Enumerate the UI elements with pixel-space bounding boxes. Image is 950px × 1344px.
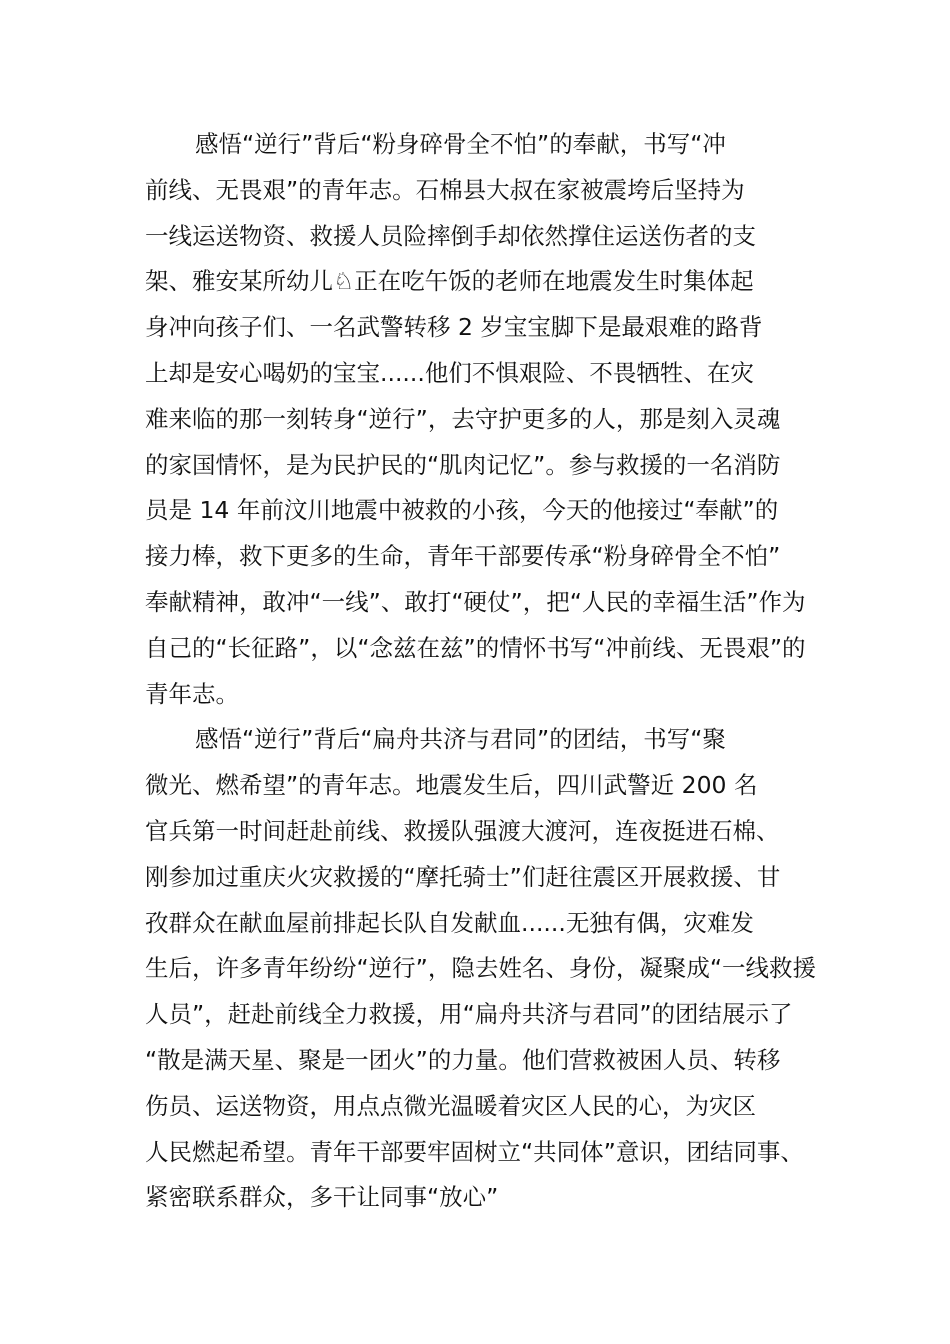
paragraph-1-line: 难来临的那一刻转身“逆行”，去守护更多的人，那是刻入灵魂 (145, 404, 781, 433)
paragraph-1-line: 前线、无畏艰”的青年志。石棉县大叔在家被震垮后坚持为 (145, 175, 745, 204)
paragraph-1-line: 自己的“长征路”，以“念兹在兹”的情怀书写“冲前线、无畏艰”的 (145, 633, 806, 662)
paragraph-2-line: 感悟“逆行”背后“扁舟共济与君同”的团结，书写“聚 (195, 725, 726, 754)
paragraph-1-line: 身冲向孩子们、一名武警转移 2 岁宝宝脚下是最艰难的路背 (145, 313, 763, 342)
paragraph-2-line: 生后，许多青年纷纷“逆行”，隐去姓名、身份，凝聚成“一线救援 (145, 954, 817, 983)
paragraph-1 (145, 122, 845, 717)
paragraph-2-line: 官兵第一时间赶赴前线、救援队强渡大渡河，连夜挺进石棉、 (145, 816, 780, 845)
paragraph-1-line: 一线运送物资、救援人员险摔倒手却依然撑住运送伤者的支 (145, 221, 756, 250)
paragraph-1-line: 员是 14 年前汶川地震中被救的小孩，今天的他接过“奉献”的 (145, 496, 779, 525)
paragraph-2-line: 孜群众在献血屋前排起长队自发献血......无独有偶，灾难发 (145, 908, 754, 937)
paragraph-2-line: 人民燃起希望。青年干部要牢固树立“共同体”意识，团结同事、 (145, 1137, 804, 1166)
paragraph-1-line: 感悟“逆行”背后“粉身碎骨全不怕”的奉献，书写“冲 (195, 130, 726, 158)
paragraph-2-line: 紧密联系群众，多干让同事“放心” (145, 1183, 499, 1212)
paragraph-1-line: 青年志。 (145, 679, 239, 708)
paragraph-2-line: 伤员、运送物资，用点点微光温暖着灾区人民的心，为灾区 (145, 1091, 756, 1120)
paragraph-1-line: 架、雅安某所幼儿♘正在吃午饭的老师在地震发生时集体起 (145, 267, 754, 296)
paragraph-2 (145, 717, 845, 1221)
paragraph-1-line: 上却是安心喝奶的宝宝......他们不惧艰险、不畏牺牲、在灾 (145, 358, 754, 387)
paragraph-1-line: 的家国情怀，是为民护民的“肌肉记忆”。参与救援的一名消防 (145, 450, 781, 479)
paragraph-2-line: 人员”，赶赴前线全力救援，用“扁舟共济与君同”的团结展示了 (145, 1000, 793, 1029)
paragraph-2-line: 微光、燃希望”的青年志。地震发生后，四川武警近 200 名 (145, 771, 758, 800)
paragraph-1-line: 接力棒，救下更多的生命，青年干部要传承“粉身碎骨全不怕” (145, 542, 781, 571)
body-text (145, 122, 845, 1221)
paragraph-2-line: 刚参加过重庆火灾救援的“摩托骑士”们赶往震区开展救援、甘 (145, 862, 781, 891)
paragraph-2-line: “散是满天星、聚是一团火”的力量。他们营救被困人员、转移 (145, 1045, 781, 1074)
paragraph-1-line: 奉献精神，敢冲“一线”、敢打“硬仗”，把“人民的幸福生活”作为 (145, 587, 806, 616)
